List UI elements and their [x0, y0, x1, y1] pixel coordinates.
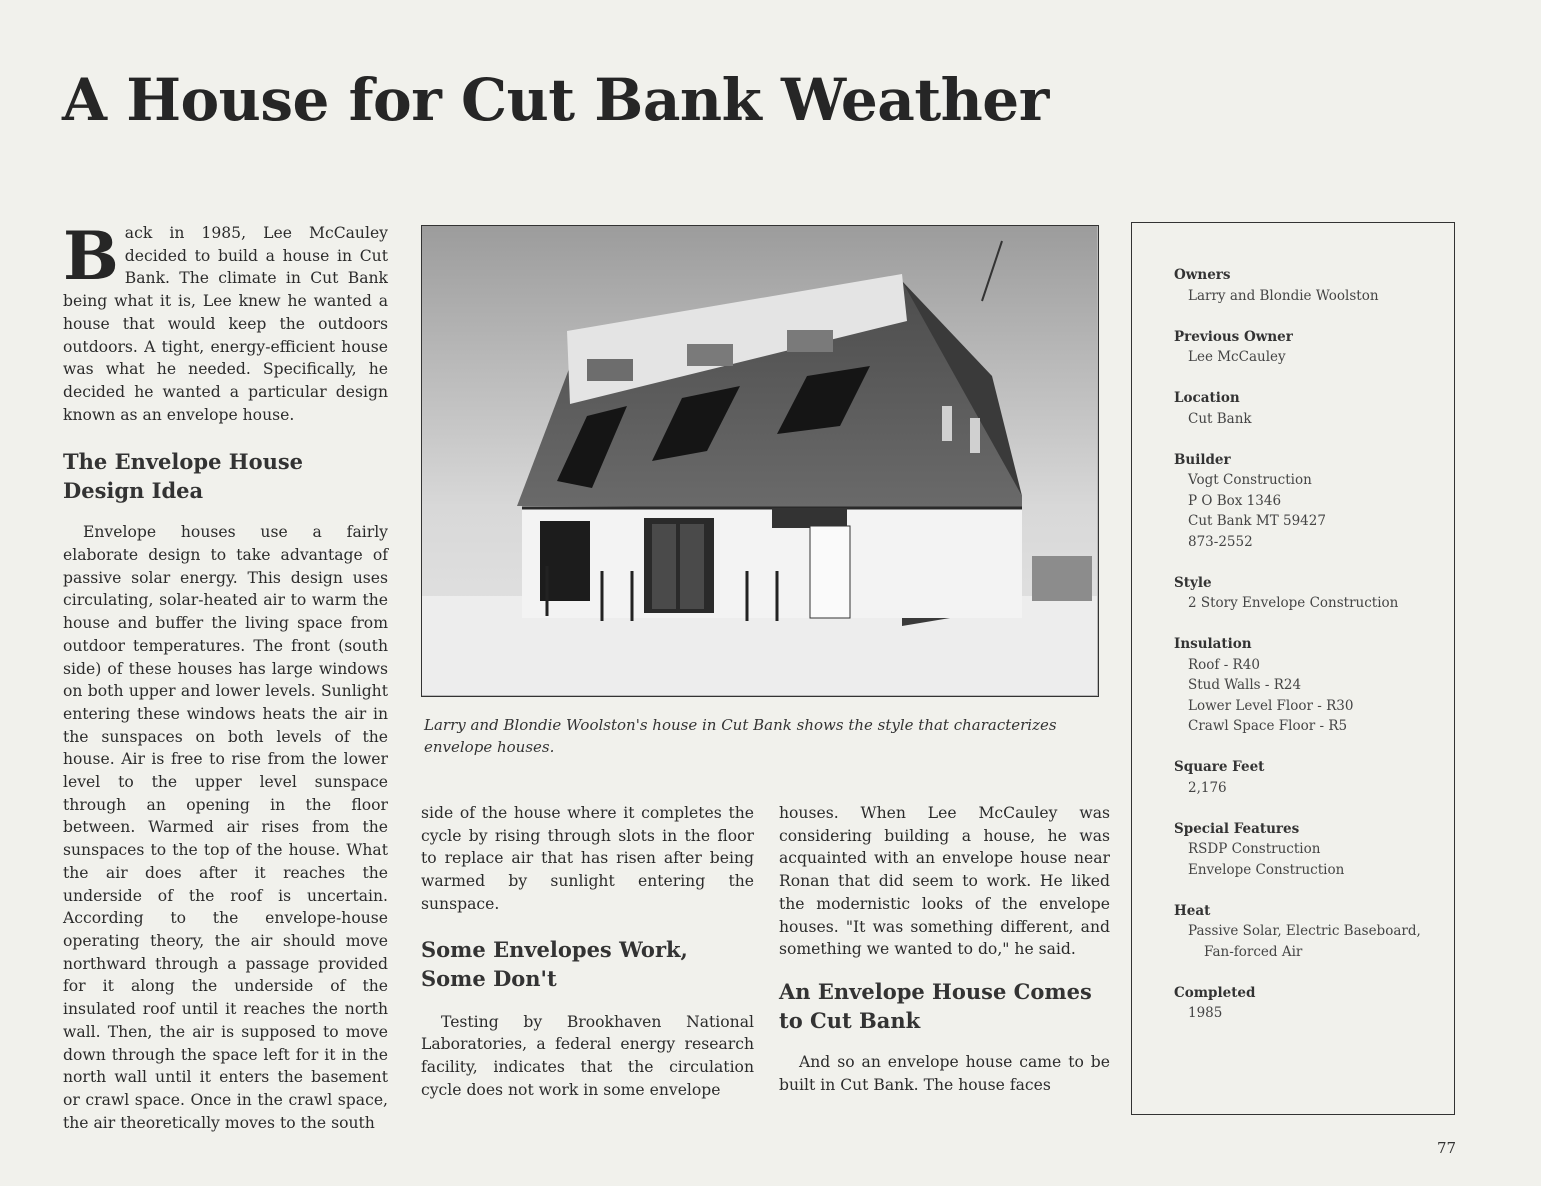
builder-phone: 873-2552: [1188, 533, 1253, 550]
heat-value-continued: Fan-forced Air: [1204, 943, 1303, 960]
body-paragraph: And so an envelope house came to be built in Cut Bank. The house faces: [779, 1052, 1110, 1094]
location-label: Location: [1174, 390, 1240, 406]
insulation-label: Insulation: [1174, 636, 1252, 652]
drop-cap: B: [63, 217, 119, 295]
owners-group: [1174, 265, 1454, 306]
article-column-2: [421, 802, 754, 1101]
builder-name: Vogt Construction: [1188, 472, 1312, 488]
section-heading-envelope-comes: An Envelope House Comes to Cut Bank: [779, 978, 1092, 1033]
special-feature-item: RSDP Construction: [1188, 841, 1321, 857]
article-column-3: [779, 802, 1110, 1096]
intro-paragraph: [63, 217, 388, 426]
page-number: 77: [1437, 1139, 1457, 1157]
completed-label: Completed: [1174, 984, 1256, 1001]
owners-value: Larry and Blondie Woolston: [1188, 287, 1379, 304]
body-paragraph: Testing by Brookhaven National Laboratories, a federal energy research facility, indicates that the circulation cycle does not work in some envelope: [421, 1012, 754, 1099]
house-photo-graphic: [422, 226, 1097, 695]
builder-address: P O Box 1346: [1188, 492, 1282, 509]
photo-caption: Larry and Blondie Woolston's house in Cut Bank shows the style that characterizes envelope houses.: [424, 716, 1057, 756]
article-column-1: [63, 217, 388, 1134]
completed-value: 1985: [1188, 1005, 1223, 1021]
style-value: 2 Story Envelope Construction: [1188, 595, 1399, 611]
body-paragraph: Envelope houses use a fairly elaborate design to take advantage of passive solar energy. This design uses circulating, solar-heated air to warm the house and buffer the living space from outdoor temperatures. The front (south side) of these houses has large windows on both upper and lower levels. Sunlight entering these windows heats the air in the sunspaces on both levels of the house. Air is free to rise from the lower level to the upper level sunspace through an opening in the floor between. Warmed air rises from the sunspaces to the top of the house. What the air does after it reaches the underside of the roof is uncertain. According to the envelope-house operating theory, the air should move northward through a passage provided for it along the underside of the insulated roof until it reaches the north wall. Then, the air is supposed to move down through the space left for it in the north wall until it enters the basement or crawl space. Once in the crawl space, the air theoretically moves to the south: [63, 523, 388, 1132]
heat-value: Passive Solar, Electric Baseboard,: [1188, 923, 1421, 939]
page-title: A House for Cut Bank Weather: [62, 66, 1049, 134]
owners-label: Owners: [1174, 267, 1231, 283]
square-feet-group: [1174, 757, 1454, 798]
square-feet-value: 2,176: [1188, 779, 1227, 796]
section-heading-envelope-design: The Envelope House Design Idea: [63, 449, 304, 504]
location-value: Cut Bank: [1188, 410, 1252, 427]
previous-owner-label: Previous Owner: [1174, 328, 1293, 345]
heat-group: [1174, 901, 1454, 963]
insulation-roof: Roof - R40: [1188, 656, 1260, 673]
insulation-lower-floor: Lower Level Floor - R30: [1188, 697, 1354, 714]
insulation-crawl-space: Crawl Space Floor - R5: [1188, 718, 1348, 734]
section-heading-some-envelopes: Some Envelopes Work, Some Don't: [421, 936, 688, 991]
style-group: [1174, 573, 1454, 614]
body-paragraph: side of the house where it completes the cycle by rising through slots in the floor to replace air that has risen after being warmed by sunlight entering the sunspace.: [421, 804, 754, 913]
intro-text: ack in 1985, Lee McCauley decided to build a house in Cut Bank. The climate in Cut Bank being what it is, Lee knew he wanted a house that would keep the outdoors outdoors. A tight, energy-efficient house was what he needed. Specifically, he decided he wanted a particular design known as an envelope house.: [63, 224, 388, 424]
location-group: [1174, 388, 1454, 429]
special-features-group: [1174, 819, 1454, 881]
body-paragraph: houses. When Lee McCauley was considering building a house, he was acquainted with an envelope house near Ronan that did seem to work. He liked the modernistic looks of the envelope houses. "It was something different, and something we wanted to do," he said.: [779, 804, 1110, 959]
previous-owner-value: Lee McCauley: [1188, 349, 1286, 365]
house-facts-box: [1131, 222, 1455, 1115]
builder-city: Cut Bank MT 59427: [1188, 513, 1326, 529]
square-feet-label: Square Feet: [1174, 759, 1265, 775]
completed-group: [1174, 983, 1454, 1024]
special-feature-item: Envelope Construction: [1188, 861, 1345, 878]
heat-label: Heat: [1174, 902, 1211, 919]
builder-label: Builder: [1174, 451, 1231, 468]
style-label: Style: [1174, 574, 1212, 591]
house-photo: [421, 225, 1099, 697]
builder-group: [1174, 450, 1454, 553]
insulation-group: [1174, 634, 1454, 737]
insulation-stud-walls: Stud Walls - R24: [1188, 677, 1302, 693]
special-features-label: Special Features: [1174, 820, 1300, 837]
previous-owner-group: [1174, 327, 1454, 368]
